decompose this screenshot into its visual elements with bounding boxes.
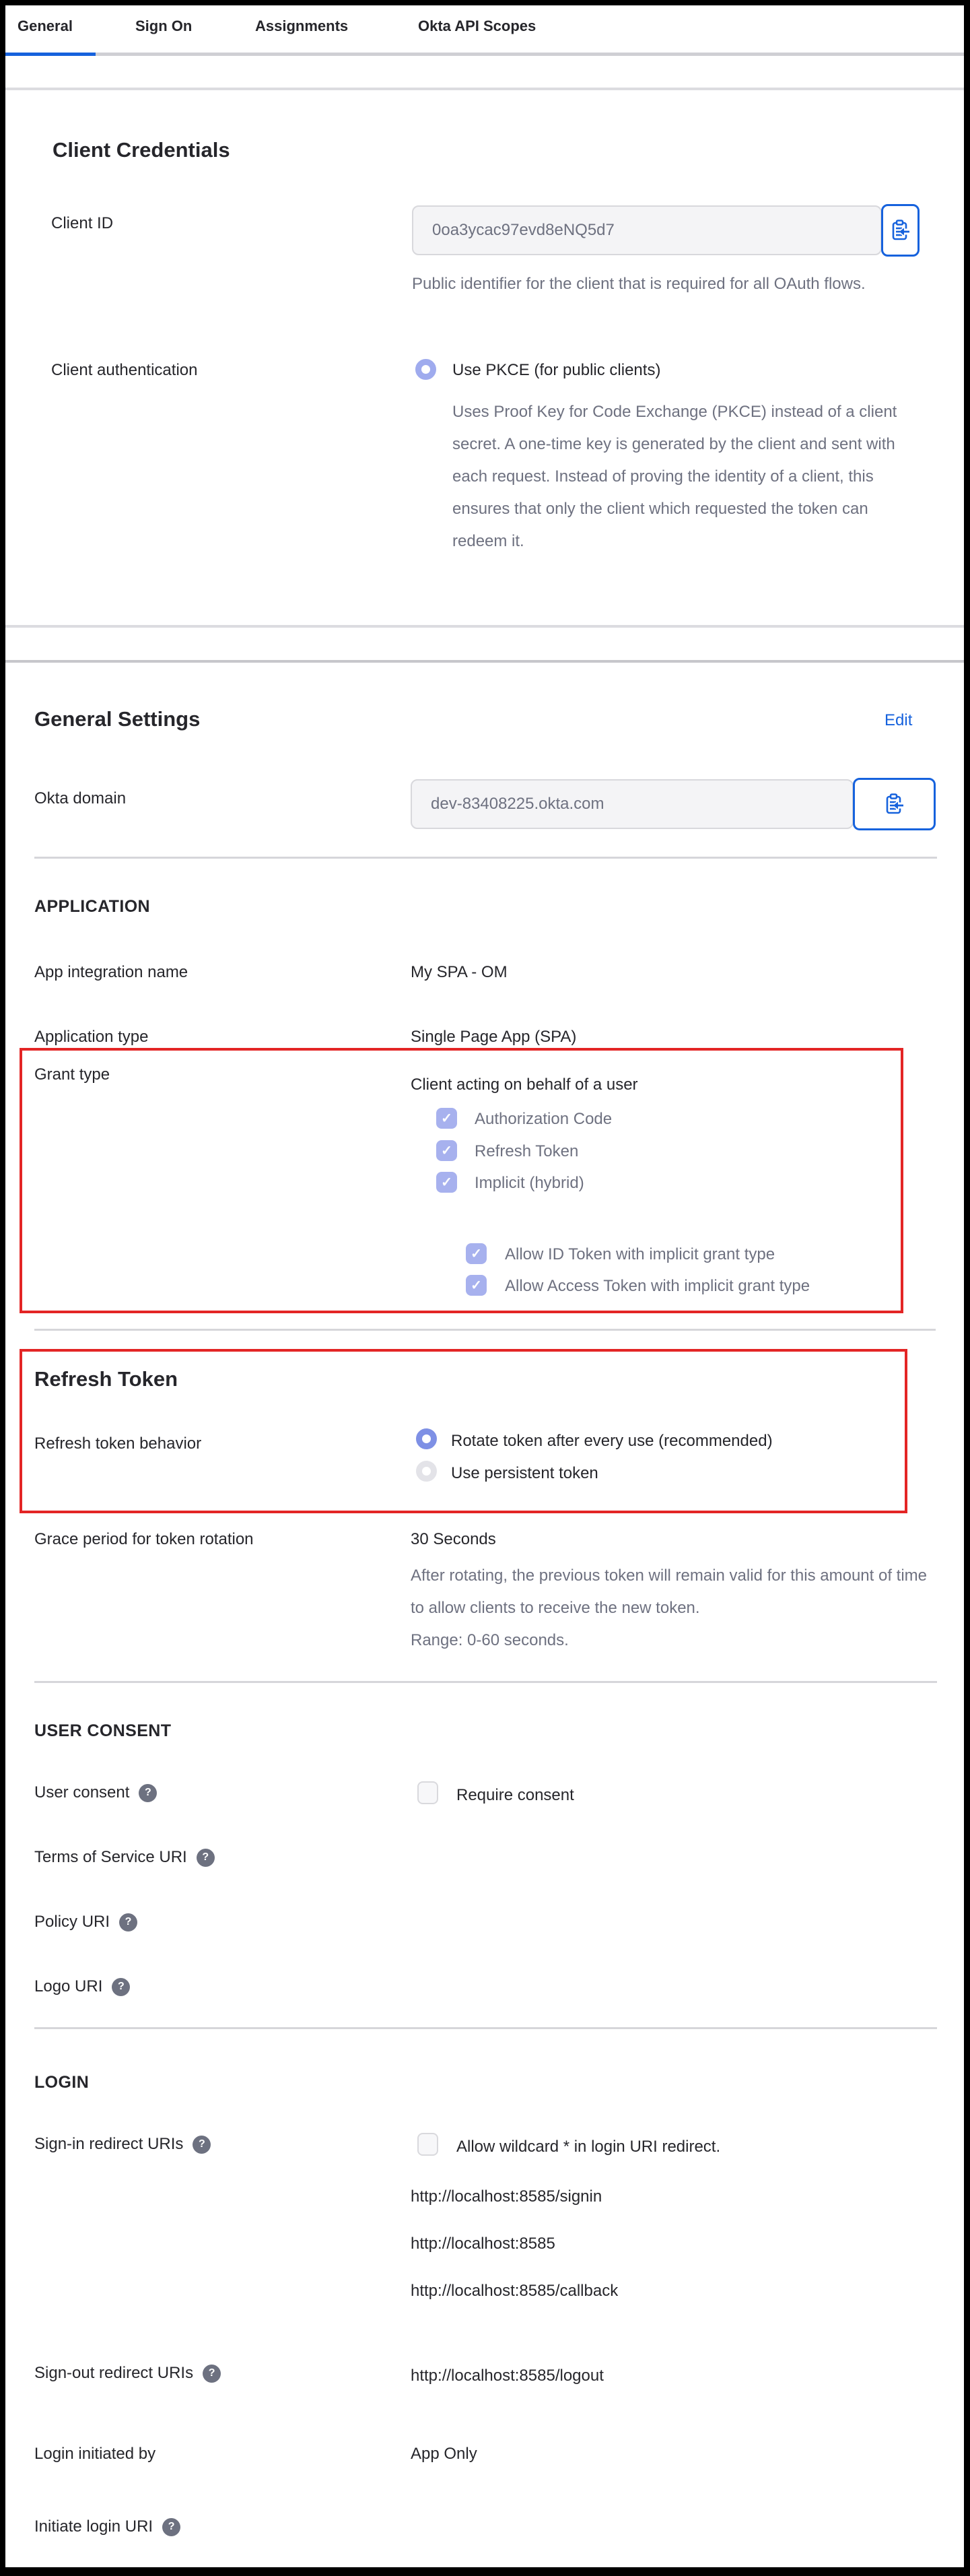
grace-period-label: Grace period for token rotation xyxy=(34,1530,254,1548)
signout-redirect-label: Sign-out redirect URIs xyxy=(34,2364,194,2382)
tab-sign-on[interactable]: Sign On xyxy=(135,18,193,34)
grant-type-group-label: Client acting on behalf of a user xyxy=(411,1076,638,1094)
client-id-copy-button[interactable] xyxy=(881,204,920,257)
client-id-field[interactable] xyxy=(412,205,882,255)
help-icon[interactable] xyxy=(162,2518,180,2536)
frame-top xyxy=(0,0,970,5)
tab-okta-api-scopes[interactable]: Okta API Scopes xyxy=(418,18,536,34)
section-divider xyxy=(34,857,937,859)
card1-bottom-border xyxy=(5,625,964,628)
signin-redirect-row xyxy=(34,2135,211,2154)
help-icon[interactable] xyxy=(119,1913,137,1931)
frame-left xyxy=(0,0,5,2576)
signout-redirect-row xyxy=(34,2364,221,2383)
pkce-radio[interactable] xyxy=(415,359,436,380)
client-id-help-text: Public identifier for the client that is required for all OAuth flows. xyxy=(412,275,866,293)
checkbox-refresh-token[interactable] xyxy=(436,1140,457,1161)
refresh-token-heading: Refresh Token xyxy=(34,1367,178,1391)
help-icon[interactable] xyxy=(203,2365,221,2383)
general-settings-title: General Settings xyxy=(34,707,201,731)
client-id-value: 0oa3ycac97evd8eNQ5d7 xyxy=(432,221,615,239)
user-consent-heading: USER CONSENT xyxy=(34,1721,172,1740)
persistent-token-radio-label: Use persistent token xyxy=(451,1464,598,1482)
help-icon[interactable] xyxy=(193,2136,211,2154)
active-tab-underline xyxy=(5,53,96,56)
grace-period-value: 30 Seconds xyxy=(411,1530,496,1548)
checkbox-authorization-code[interactable] xyxy=(436,1108,457,1129)
grace-period-description: After rotating, the previous token will remain valid for this amount of time to allow clients to receive the new token. xyxy=(411,1566,928,1617)
section-divider xyxy=(34,1681,937,1683)
help-icon[interactable] xyxy=(112,1978,130,1996)
help-icon[interactable] xyxy=(197,1849,215,1867)
frame-bottom xyxy=(0,2567,970,2576)
checkbox-require-consent-label: Require consent xyxy=(456,1786,574,1804)
checkbox-allow-access-token-label: Allow Access Token with implicit grant type xyxy=(505,1277,810,1295)
signout-redirect-uri: http://localhost:8585/logout xyxy=(411,2367,604,2385)
checkbox-allow-id-token[interactable] xyxy=(466,1243,487,1264)
checkbox-authorization-code-label: Authorization Code xyxy=(475,1110,613,1128)
okta-domain-copy-button[interactable] xyxy=(853,778,936,830)
checkbox-allow-id-token-label: Allow ID Token with implicit grant type xyxy=(505,1245,775,1263)
section-divider xyxy=(34,2027,937,2029)
policy-uri-label: Policy URI xyxy=(34,1913,110,1931)
refresh-token-behavior-label: Refresh token behavior xyxy=(34,1434,202,1453)
logo-uri-row xyxy=(34,1977,130,1996)
checkbox-allow-access-token[interactable] xyxy=(466,1275,487,1296)
grace-period-range-note: Range: 0-60 seconds. xyxy=(411,1631,569,1649)
client-authentication-label: Client authentication xyxy=(51,361,198,379)
edit-link[interactable]: Edit xyxy=(885,711,913,729)
signin-redirect-uri: http://localhost:8585/callback xyxy=(411,2282,619,2300)
checkbox-implicit-hybrid-label: Implicit (hybrid) xyxy=(475,1174,584,1192)
checkbox-allow-wildcard-label: Allow wildcard * in login URI redirect. xyxy=(456,2138,721,2156)
login-initiated-by-label: Login initiated by xyxy=(34,2445,156,2463)
card2-top-border xyxy=(5,660,964,663)
terms-of-service-row xyxy=(34,1848,215,1867)
client-id-label: Client ID xyxy=(51,214,114,232)
tab-general[interactable]: General xyxy=(18,18,73,34)
pkce-option-label: Use PKCE (for public clients) xyxy=(452,361,661,379)
app-integration-name-value: My SPA - OM xyxy=(411,963,508,981)
okta-domain-label: Okta domain xyxy=(34,789,127,807)
checkbox-refresh-token-label: Refresh Token xyxy=(475,1142,579,1160)
login-initiated-by-value: App Only xyxy=(411,2445,477,2463)
signin-redirect-uri: http://localhost:8585 xyxy=(411,2235,555,2253)
checkbox-require-consent[interactable] xyxy=(417,1781,438,1804)
user-consent-label: User consent xyxy=(34,1783,130,1802)
application-type-label: Application type xyxy=(34,1028,149,1046)
card1-top-border xyxy=(5,88,964,90)
user-consent-label-row xyxy=(34,1783,157,1802)
client-credentials-title: Client Credentials xyxy=(53,138,230,162)
tabbar-baseline xyxy=(5,53,964,56)
terms-of-service-label: Terms of Service URI xyxy=(34,1848,187,1866)
app-integration-name-label: App integration name xyxy=(34,963,188,981)
signin-redirect-label: Sign-in redirect URIs xyxy=(34,2135,184,2153)
checkbox-implicit-hybrid[interactable] xyxy=(436,1172,457,1193)
persistent-token-radio[interactable] xyxy=(416,1461,437,1482)
okta-domain-value: dev-83408225.okta.com xyxy=(431,795,604,813)
rotate-token-radio-label: Rotate token after every use (recommended) xyxy=(451,1432,773,1450)
help-icon[interactable] xyxy=(139,1784,157,1802)
grant-type-label: Grant type xyxy=(34,1065,110,1084)
checkbox-allow-wildcard[interactable] xyxy=(417,2133,438,2156)
copy-to-clipboard-icon xyxy=(886,793,903,815)
okta-domain-field[interactable] xyxy=(411,779,854,829)
application-heading: APPLICATION xyxy=(34,897,150,916)
copy-to-clipboard-icon xyxy=(892,220,909,241)
initiate-login-label: Initiate login URI xyxy=(34,2517,153,2536)
signin-redirect-uri: http://localhost:8585/signin xyxy=(411,2187,602,2206)
application-type-value: Single Page App (SPA) xyxy=(411,1028,577,1046)
rotate-token-radio[interactable] xyxy=(416,1428,437,1449)
tab-assignments[interactable]: Assignments xyxy=(255,18,349,34)
initiate-login-row xyxy=(34,2517,180,2536)
policy-uri-row xyxy=(34,1913,137,1931)
logo-uri-label: Logo URI xyxy=(34,1977,103,1995)
frame-right xyxy=(964,0,970,2576)
section-divider xyxy=(34,1329,936,1331)
pkce-description: Uses Proof Key for Code Exchange (PKCE) instead of a client secret. A one-time key is generated by the client and sent with each request. Instead of proving the identity of a client, this ensures that only the client which requested the token can redeem it. xyxy=(452,403,897,550)
login-heading: LOGIN xyxy=(34,2073,90,2092)
